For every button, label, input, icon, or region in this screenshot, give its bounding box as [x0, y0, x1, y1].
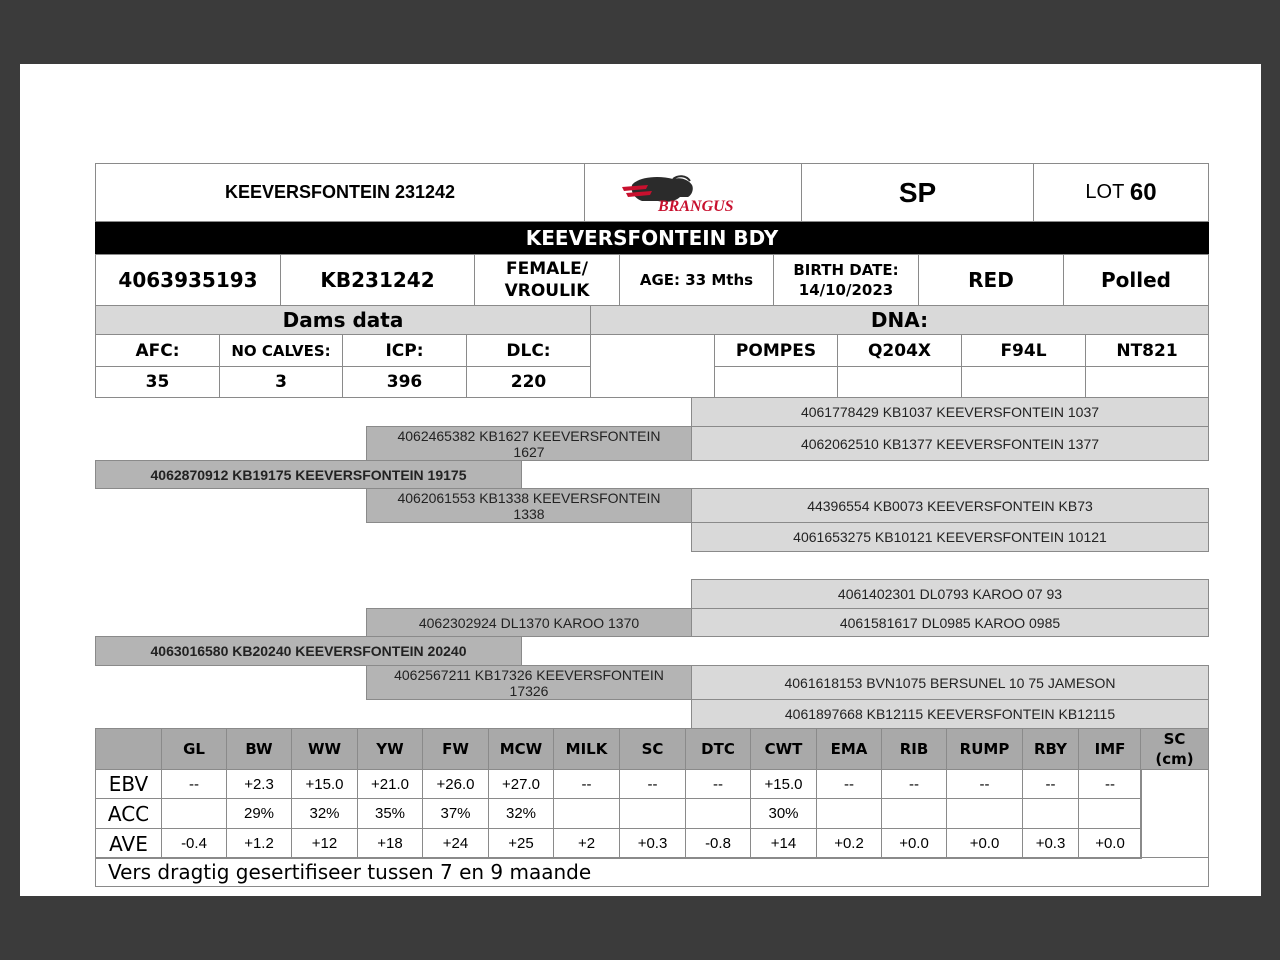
ebv-cell-ebv-rib: --: [881, 769, 947, 799]
dams-value-afc: 35: [95, 366, 220, 398]
ebv-header-ema: EMA: [816, 728, 882, 770]
ebv-cell-ave-fw: +24: [422, 828, 489, 859]
ebv-cell-acc-imf: [1078, 798, 1142, 829]
ebv-cell-acc-sc: [619, 798, 686, 829]
dna-value-nt821: [1085, 366, 1209, 398]
animal-code: KB231242: [280, 254, 475, 306]
ebv-cell-ave-ww: +12: [291, 828, 358, 859]
pedigree-dam-dam: 4062567211 KB17326 KEEVERSFONTEIN 17326: [366, 665, 692, 700]
lot-cell: [1033, 163, 1209, 222]
ebv-header-imf: IMF: [1078, 728, 1142, 770]
ebv-cell-acc-milk: [553, 798, 620, 829]
dams-value-icp: 396: [342, 366, 467, 398]
ebv-cell-ebv-yw: +21.0: [357, 769, 423, 799]
animal-name: KEEVERSFONTEIN 231242: [95, 163, 585, 222]
ebv-cell-ave-imf: +0.0: [1078, 828, 1142, 859]
ebv-cell-acc-ema: [816, 798, 882, 829]
ebv-cell-acc-bw: 29%: [226, 798, 292, 829]
pedigree-dam-sire-sire: 4061402301 DL0793 KAROO 07 93: [691, 579, 1209, 609]
ebv-cell-ebv-milk: --: [553, 769, 620, 799]
pedigree-sire-sire-dam: 4062062510 KB1377 KEEVERSFONTEIN 1377: [691, 426, 1209, 461]
ebv-cell-ebv-bw: +2.3: [226, 769, 292, 799]
pedigree-sire-dam-sire: 44396554 KB0073 KEEVERSFONTEIN KB73: [691, 488, 1209, 523]
pedigree-dam: 4063016580 KB20240 KEEVERSFONTEIN 20240: [95, 636, 522, 666]
dams-header-dlc: DLC:: [466, 334, 591, 367]
pedigree-dam-sire-dam: 4061581617 DL0985 KAROO 0985: [691, 608, 1209, 637]
ebv-header-rump: RUMP: [946, 728, 1023, 770]
ebv-cell-acc-fw: 37%: [422, 798, 489, 829]
dams-header-afc: AFC:: [95, 334, 220, 367]
ebv-cell-ave-dtc: -0.8: [685, 828, 751, 859]
ebv-cell-ebv-ema: --: [816, 769, 882, 799]
pedigree-dam-sire: 4062302924 DL1370 KAROO 1370: [366, 608, 692, 637]
ebv-corner-cell: [95, 728, 162, 770]
sex-label: FEMALE/ VROULIK: [474, 254, 620, 306]
ebv-cell-ave-rump: +0.0: [946, 828, 1023, 859]
pedigree-sire-dam-dam: 4061653275 KB10121 KEEVERSFONTEIN 10121: [691, 522, 1209, 552]
dams-data-title: Dams data: [95, 305, 591, 335]
ebv-header-rby: RBY: [1022, 728, 1079, 770]
ebv-cell-ebv-mcw: +27.0: [488, 769, 554, 799]
ebv-cell-acc-ww: 32%: [291, 798, 358, 829]
ebv-cell-ave-milk: +2: [553, 828, 620, 859]
ebv-header-milk: MILK: [553, 728, 620, 770]
ebv-cell-acc-gl: [161, 798, 227, 829]
birth-date-label: BIRTH DATE:: [793, 261, 899, 279]
lot-number: 60: [1129, 178, 1157, 206]
ebv-header-dtc: DTC: [685, 728, 751, 770]
ebv-cell-ave-rib: +0.0: [881, 828, 947, 859]
ebv-sc-cm-blank: [1140, 769, 1209, 858]
brangus-logo: [584, 163, 802, 222]
ebv-header-yw: YW: [357, 728, 423, 770]
ebv-cell-acc-yw: 35%: [357, 798, 423, 829]
ebv-cell-acc-rump: [946, 798, 1023, 829]
ebv-cell-ebv-rump: --: [946, 769, 1023, 799]
ebv-row-label-ave: AVE: [95, 828, 162, 859]
dams-value-dlc: 220: [466, 366, 591, 398]
ebv-header-gl: GL: [161, 728, 227, 770]
ebv-cell-ebv-dtc: --: [685, 769, 751, 799]
ebv-cell-acc-mcw: 32%: [488, 798, 554, 829]
ebv-cell-ebv-fw: +26.0: [422, 769, 489, 799]
ebv-cell-ebv-gl: --: [161, 769, 227, 799]
ebv-cell-ebv-cwt: +15.0: [750, 769, 817, 799]
ebv-cell-ave-mcw: +25: [488, 828, 554, 859]
ebv-row-label-acc: ACC: [95, 798, 162, 829]
ebv-cell-ave-sc: +0.3: [619, 828, 686, 859]
ebv-cell-ebv-imf: --: [1078, 769, 1142, 799]
ebv-cell-ebv-rby: --: [1022, 769, 1079, 799]
ebv-header-bw: BW: [226, 728, 292, 770]
colour-label: RED: [918, 254, 1064, 306]
ebv-header-mcw: MCW: [488, 728, 554, 770]
ebv-header-sc: SC: [619, 728, 686, 770]
ebv-header-sc-cm: SC (cm): [1140, 728, 1209, 770]
ebv-header-fw: FW: [422, 728, 489, 770]
dna-header-q204x: Q204X: [837, 334, 962, 367]
birth-date-value: 14/10/2023: [798, 281, 894, 299]
ebv-cell-acc-rby: [1022, 798, 1079, 829]
ebv-cell-ebv-ww: +15.0: [291, 769, 358, 799]
ebv-header-cwt: CWT: [750, 728, 817, 770]
registration-number: 4063935193: [95, 254, 281, 306]
ebv-cell-ave-bw: +1.2: [226, 828, 292, 859]
dna-title: DNA:: [590, 305, 1209, 335]
dna-header-f94l: F94L: [961, 334, 1086, 367]
lot-label: LOT: [1085, 181, 1125, 203]
dams-header-icp: ICP:: [342, 334, 467, 367]
dna-blank-cell: [590, 334, 715, 398]
dams-value-no-calves: 3: [219, 366, 343, 398]
dams-header-no-calves: NO CALVES:: [219, 334, 343, 367]
bull-logo-icon: [618, 171, 768, 215]
ebv-row-label-ebv: EBV: [95, 769, 162, 799]
pedigree-sire-sire: 4062465382 KB1627 KEEVERSFONTEIN 1627: [366, 426, 692, 461]
footer-note: Vers dragtig gesertifiseer tussen 7 en 9 maande: [95, 857, 1209, 887]
ebv-cell-ave-cwt: +14: [750, 828, 817, 859]
pedigree-dam-dam-dam: 4061897668 KB12115 KEEVERSFONTEIN KB12115: [691, 699, 1209, 729]
dna-value-pompes: [714, 366, 838, 398]
herd-banner: KEEVERSFONTEIN BDY: [95, 222, 1209, 254]
pedigree-sire-dam: 4062061553 KB1338 KEEVERSFONTEIN 1338: [366, 488, 692, 523]
pedigree-sire: 4062870912 KB19175 KEEVERSFONTEIN 19175: [95, 460, 522, 489]
dna-value-q204x: [837, 366, 962, 398]
horn-status: Polled: [1063, 254, 1209, 306]
ebv-cell-acc-dtc: [685, 798, 751, 829]
ebv-cell-ave-yw: +18: [357, 828, 423, 859]
svg-text:BRANGUS: BRANGUS: [658, 197, 734, 215]
ebv-cell-ave-ema: +0.2: [816, 828, 882, 859]
ebv-cell-ave-gl: -0.4: [161, 828, 227, 859]
dna-value-f94l: [961, 366, 1086, 398]
ebv-cell-acc-rib: [881, 798, 947, 829]
birth-date: [773, 254, 919, 306]
ebv-header-rib: RIB: [881, 728, 947, 770]
dna-header-nt821: NT821: [1085, 334, 1209, 367]
grade-label: SP: [801, 163, 1034, 222]
dna-header-pompes: POMPES: [714, 334, 838, 367]
ebv-cell-acc-cwt: 30%: [750, 798, 817, 829]
pedigree-dam-dam-sire: 4061618153 BVN1075 BERSUNEL 10 75 JAMESON: [691, 665, 1209, 700]
ebv-cell-ebv-sc: --: [619, 769, 686, 799]
pedigree-sire-sire-sire: 4061778429 KB1037 KEEVERSFONTEIN 1037: [691, 397, 1209, 427]
ebv-cell-ave-rby: +0.3: [1022, 828, 1079, 859]
age-label: AGE: 33 Mths: [619, 254, 774, 306]
ebv-header-ww: WW: [291, 728, 358, 770]
